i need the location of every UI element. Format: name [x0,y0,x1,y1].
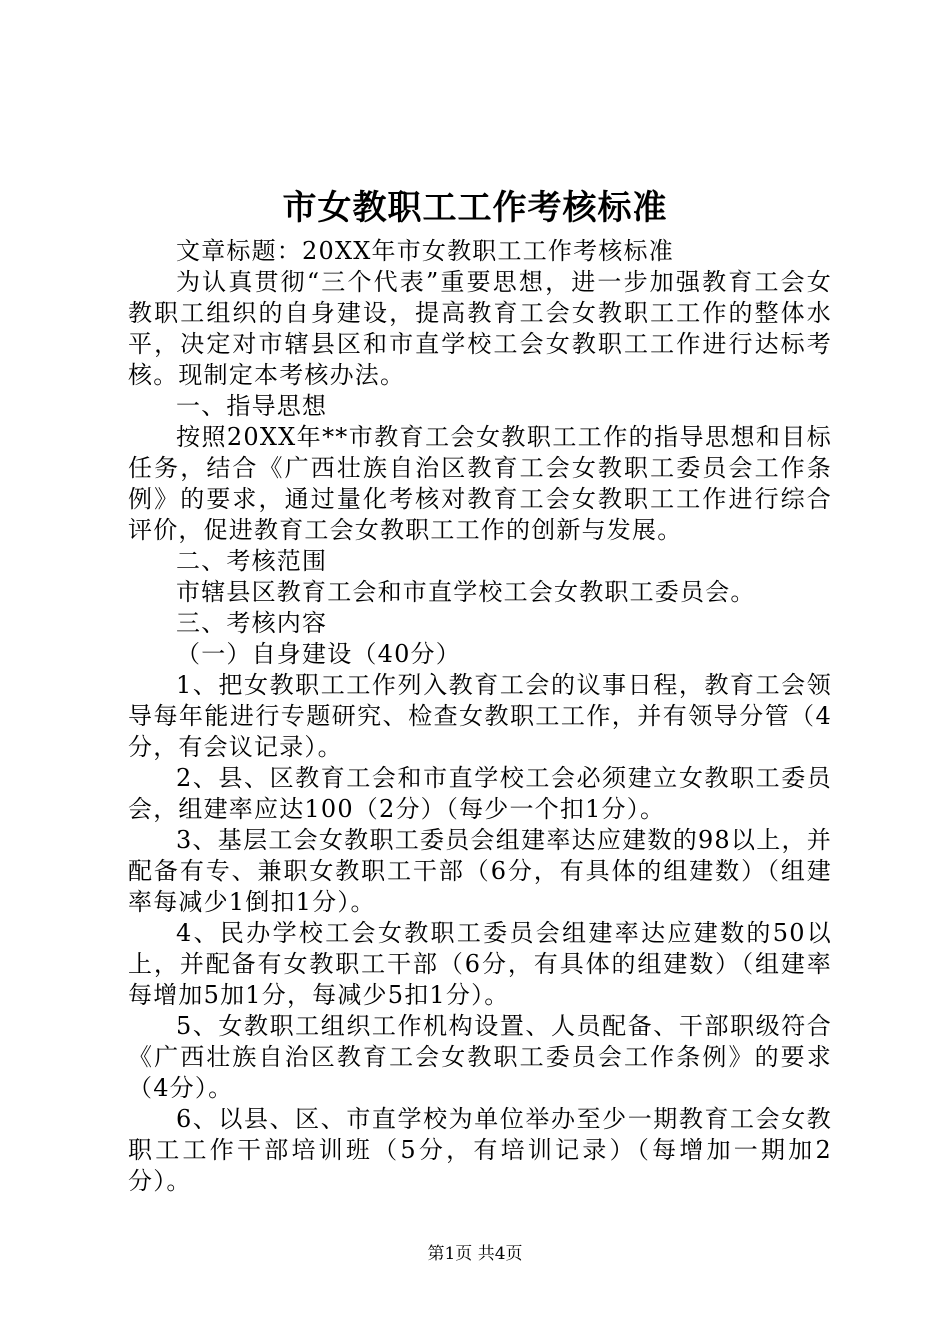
list-item: 1、把女教职工工作列入教育工会的议事日程，教育工会领导每年能进行专题研究、检查女教职工工作，并有领导分管（4分，有会议记录）。 [128,671,832,761]
page-number-footer: 第1页 共4页 [427,1244,523,1264]
article-title-line: 文章标题：20XX年市女教职工工作考核标准 [176,237,674,265]
list-item: 5、女教职工组织工作机构设置、人员配备、干部职级符合《广西壮族自治区教育工会女教职工委员会工作条例》的要求（4分）。 [128,1012,832,1102]
list-item: 3、基层工会女教职工委员会组建率达应建数的98以上，并配备有专、兼职女教职工干部（6分，有具体的组建数）（组建率每减少1倒扣1分）。 [128,826,832,916]
document-body [128,236,832,1197]
section-heading-content: 三、考核内容 [176,609,328,637]
list-item: 2、县、区教育工会和市直学校工会必须建立女教职工委员会，组建率应达100（2分）（每少一个扣1分）。 [128,764,832,823]
list-item: 6、以县、区、市直学校为单位举办至少一期教育工会女教职工工作干部培训班（5分，有培训记录）（每增加一期加2分）。 [128,1105,832,1195]
section-heading-guiding-thought: 一、指导思想 [176,392,328,420]
subsection-heading-self-building: （一）自身建设（40分） [176,640,461,668]
list-item: 4、民办学校工会女教职工委员会组建率达应建数的50以上，并配备有女教职工干部（6分，有具体的组建数）（组建率每增加5加1分，每减少5扣1分）。 [128,919,832,1009]
intro-paragraph: 为认真贯彻“三个代表”重要思想，进一步加强教育工会女教职工组织的自身建设，提高教育工会女教职工工作的整体水平，决定对市辖县区和市直学校工会女教职工工作进行达标考核。现制定本考核办法。 [128,268,832,389]
section-heading-scope: 二、考核范围 [176,547,328,575]
guiding-thought-paragraph: 按照20XX年**市教育工会女教职工工作的指导思想和目标任务，结合《广西壮族自治区教育工会女教职工委员会工作条例》的要求，通过量化考核对教育工会女教职工工作进行综合评价，促进教育工会女教职工工作的创新与发展。 [128,423,832,544]
scope-paragraph: 市辖县区教育工会和市直学校工会女教职工委员会。 [176,578,756,606]
document-title: 市女教职工工作考核标准 [282,188,668,228]
